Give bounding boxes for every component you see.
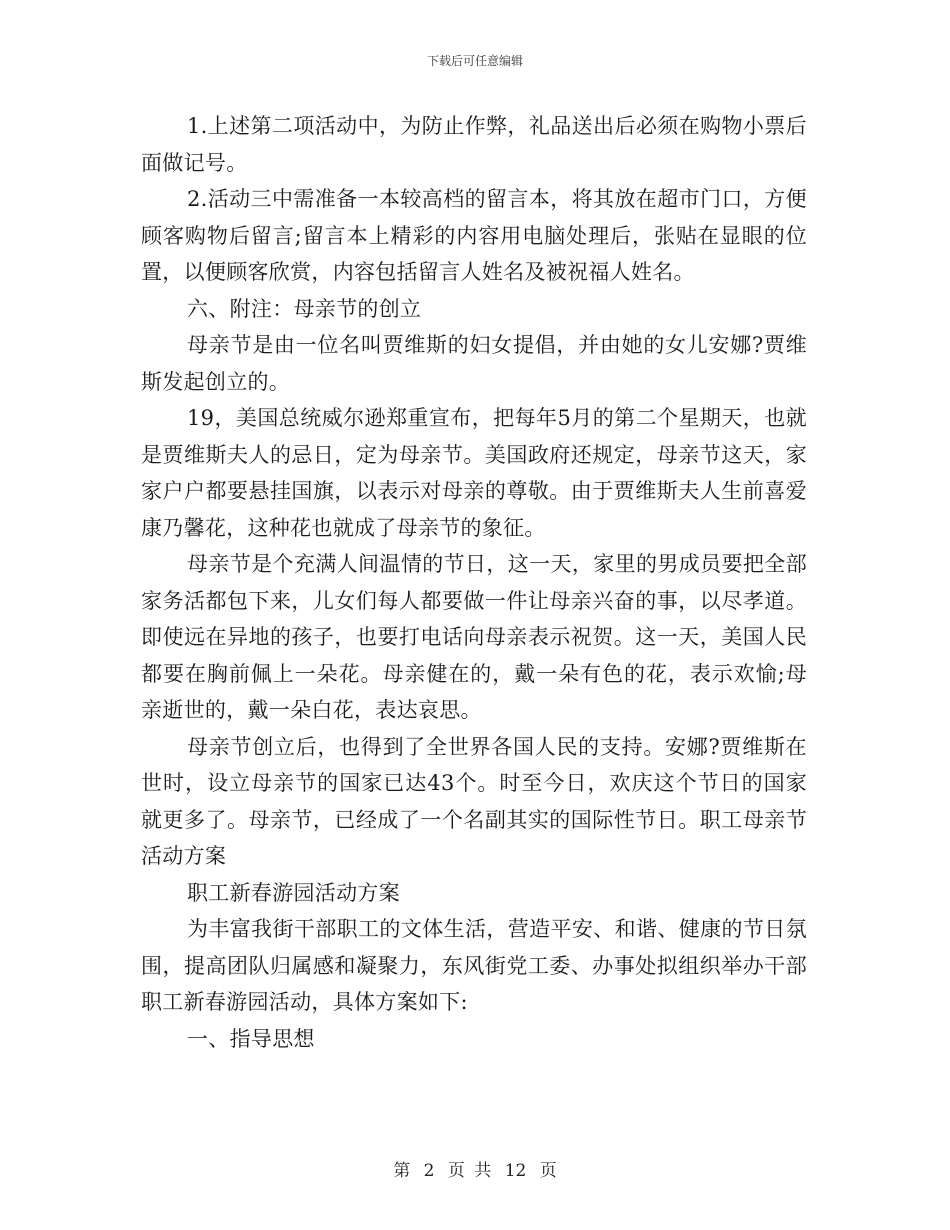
paragraph-origin: 母亲节是由一位名叫贾维斯的妇女提倡，并由她的女儿安娜?贾维斯发起创立的。 xyxy=(141,333,807,394)
footer-page-number: 2 xyxy=(423,1161,435,1181)
paragraph-purpose: 为丰富我街干部职工的文体生活，营造平安、和谐、健康的节日氛围，提高团队归属感和凝聚力，东风街党工委、办事处拟组织举办干部职工新春游园活动，具体方案如下: xyxy=(141,917,807,1014)
section-heading-guiding-thought: 一、指导思想 xyxy=(187,1026,315,1051)
section-heading-appendix: 六、附注：母亲节的创立 xyxy=(187,296,422,321)
page-footer xyxy=(0,1156,950,1181)
paragraph-note-2: 2.活动三中需准备一本较高档的留言本，将其放在超市门口，方便顾客购物后留言;留言本上精彩的内容用电脑处理后，张贴在显眼的位置，以便顾客欣赏，内容包括留言人姓名及被祝福人姓名。 xyxy=(141,187,807,284)
paragraph-history: 19，美国总统威尔逊郑重宣布，把每年5月的第二个星期天，也就是贾维斯夫人的忌日，定为母亲节。美国政府还规定，母亲节这天，家家户户都要悬挂国旗，以表示对母亲的尊敬。由于贾维斯夫人生前喜爱康乃馨花，这种花也就成了母亲节的象征。 xyxy=(141,406,807,540)
document-title-spring-event: 职工新春游园活动方案 xyxy=(187,880,400,905)
footer-middle: 页 共 xyxy=(447,1161,492,1181)
footer-prefix: 第 xyxy=(393,1161,411,1181)
paragraph-international: 母亲节创立后，也得到了全世界各国人民的支持。安娜?贾维斯在世时，设立母亲节的国家已达43个。时至今日，欢庆这个节日的国家就更多了。母亲节，已经成了一个名副其实的国际性节日。职工母亲节活动方案 xyxy=(141,734,807,868)
document-body xyxy=(141,108,807,1057)
paragraph-customs: 母亲节是个充满人间温情的节日，这一天，家里的男成员要把全部家务活都包下来，儿女们每人都要做一件让母亲兴奋的事，以尽孝道。即使远在异地的孩子，也要打电话向母亲表示祝贺。这一天，美国人民都要在胸前佩上一朵花。母亲健在的，戴一朵有色的花，表示欢愉;母亲逝世的，戴一朵白花，表达哀思。 xyxy=(141,552,807,722)
page-header: 下载后可任意编辑 xyxy=(426,54,523,68)
footer-total-pages: 12 xyxy=(504,1161,527,1181)
paragraph-note-1: 1.上述第二项活动中，为防止作弊，礼品送出后必须在购物小票后面做记号。 xyxy=(141,114,807,175)
footer-suffix: 页 xyxy=(539,1161,557,1181)
